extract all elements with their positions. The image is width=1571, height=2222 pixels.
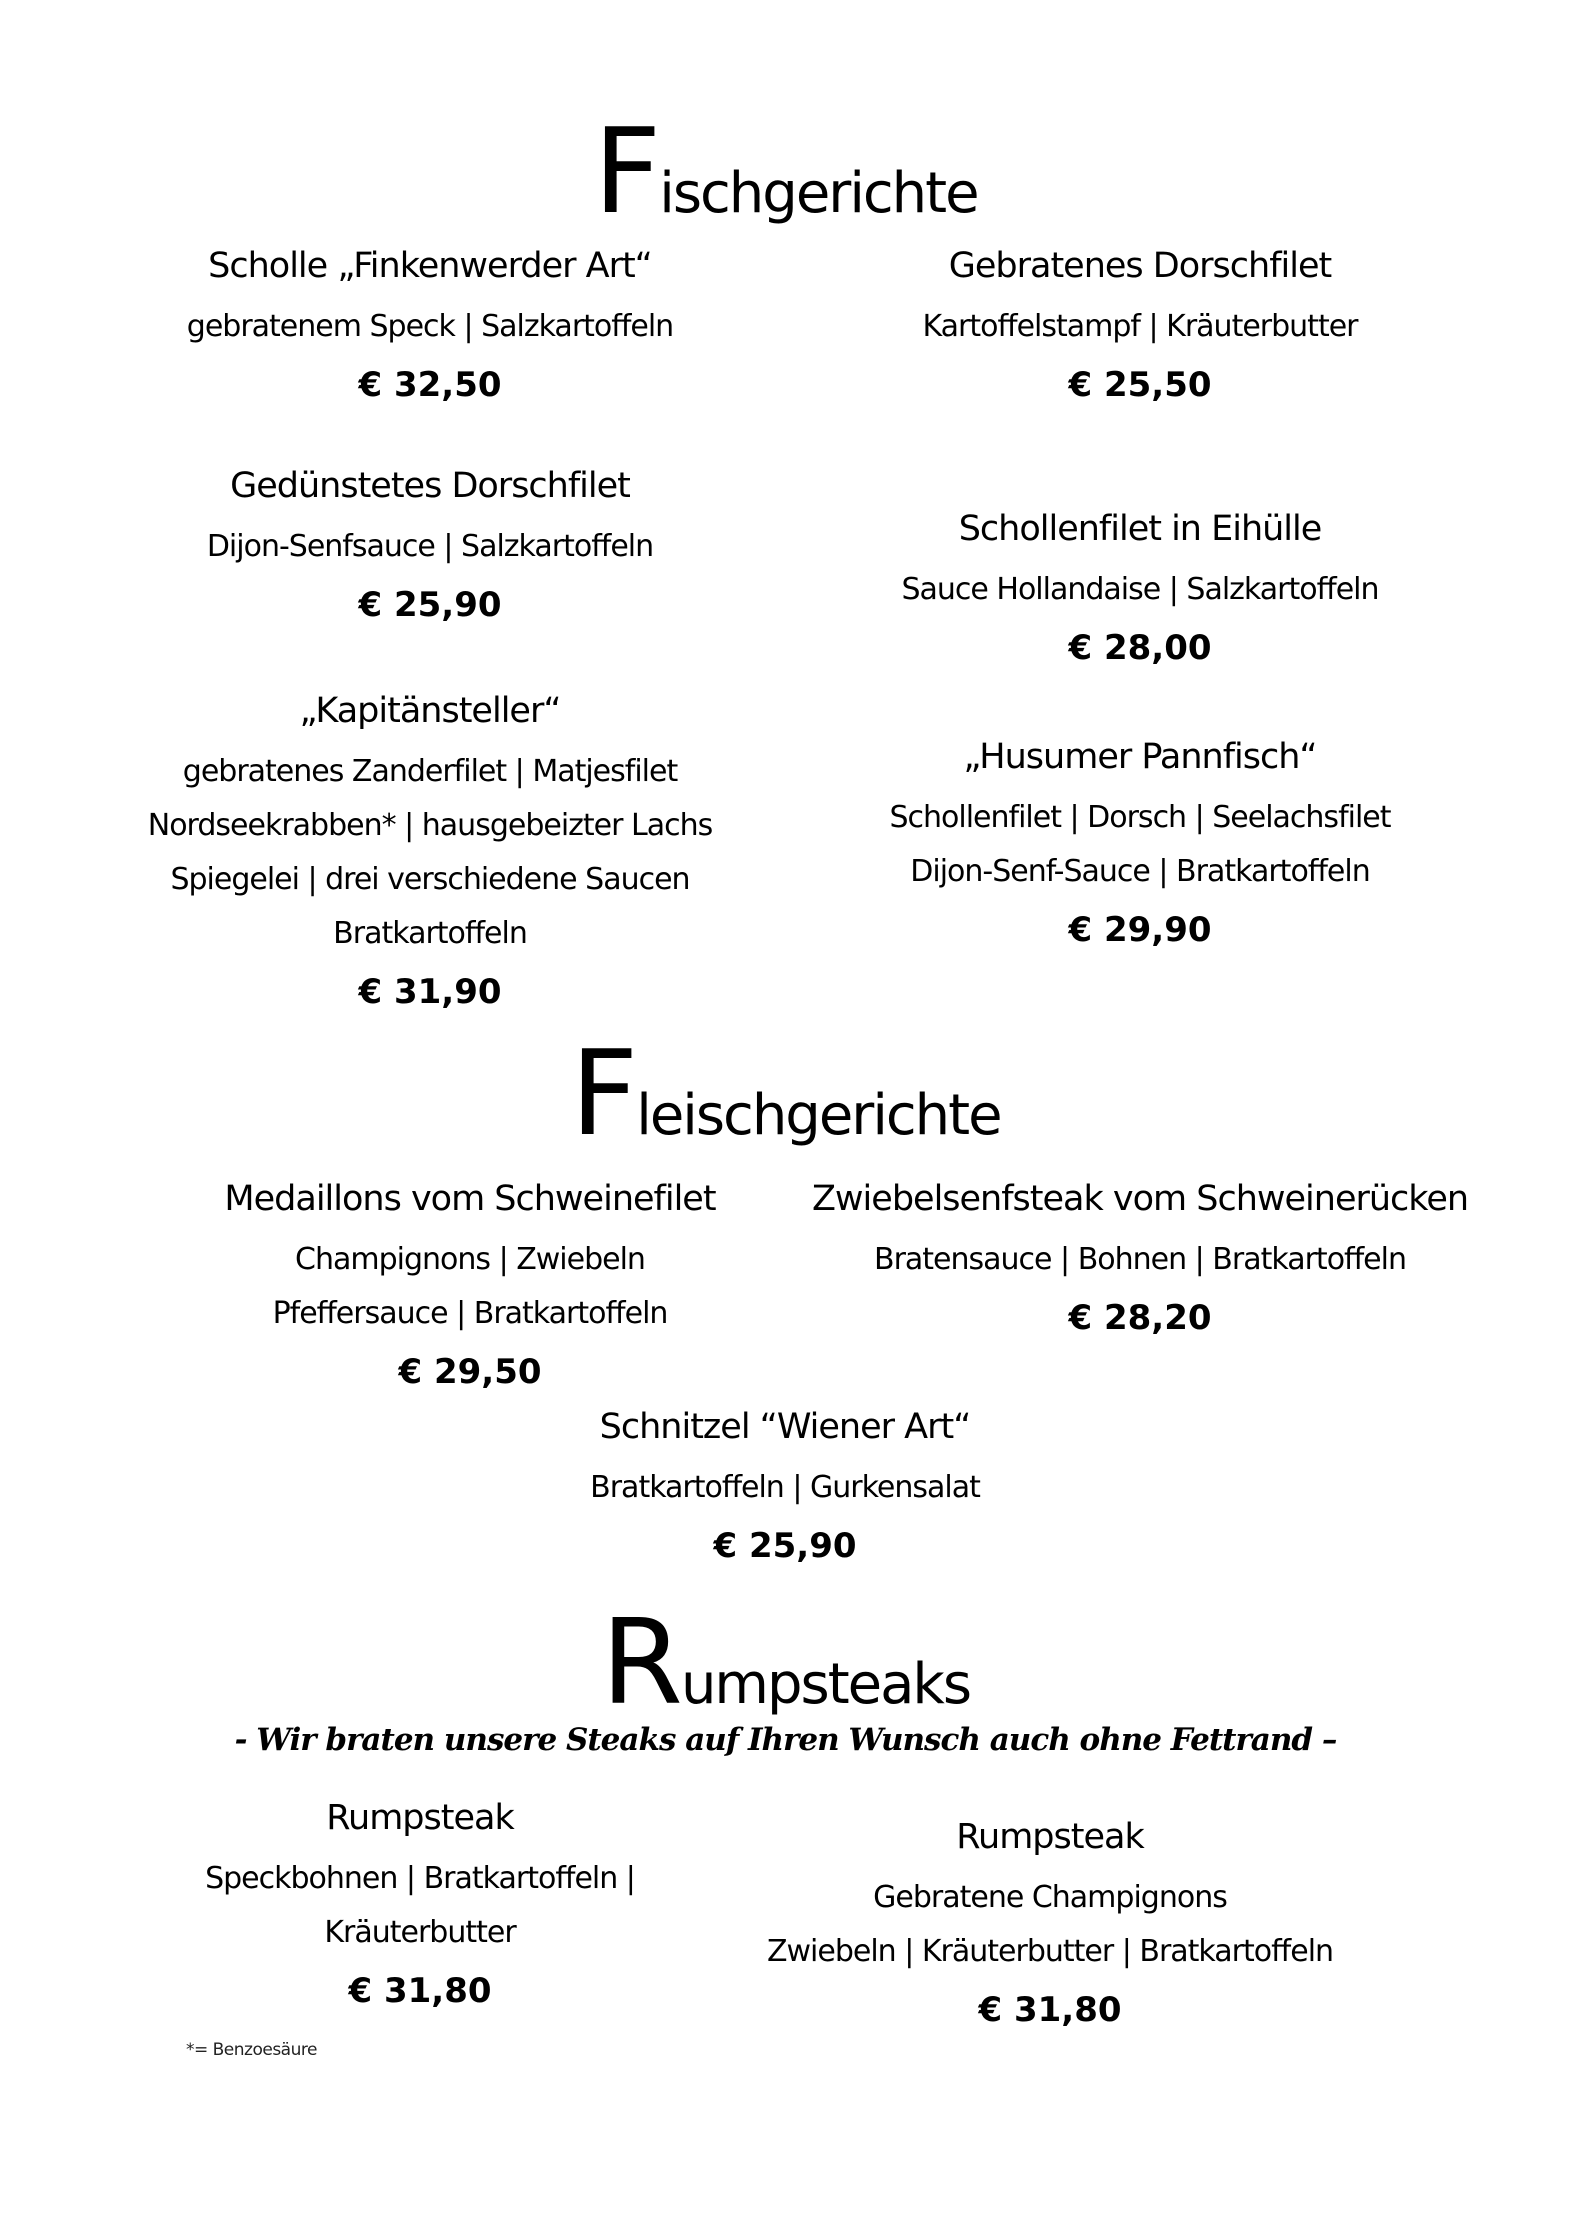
footnote: *= Benzoesäure xyxy=(186,2040,317,2060)
dish-price: € 32,50 xyxy=(358,365,502,405)
dish-price: € 31,90 xyxy=(358,972,502,1012)
dish-name: Schollenfilet in Eihülle xyxy=(958,509,1322,549)
dish-price: € 25,50 xyxy=(1068,365,1212,405)
dish-description: Schollenfilet | Dorsch | Seelachsfilet xyxy=(889,800,1391,835)
dish-price: € 28,20 xyxy=(1068,1298,1212,1338)
dish-price: € 25,90 xyxy=(358,585,502,625)
dish-schnitzel xyxy=(485,1405,1085,1577)
dish-description: Pfeffersauce | Bratkartoffeln xyxy=(272,1296,668,1331)
dish-kapitaensteller xyxy=(130,689,730,1023)
dish-description: gebratenem Speck | Salzkartoffeln xyxy=(186,309,674,344)
dish-husumer-pannfisch xyxy=(840,735,1440,961)
dish-description: Bratkartoffeln | Gurkensalat xyxy=(590,1470,980,1505)
dish-zwiebelsenfsteak xyxy=(810,1177,1470,1349)
dish-description: Kräuterbutter xyxy=(324,1915,516,1950)
dish-medaillons xyxy=(130,1177,810,1403)
steak-note: - Wir braten unsere Steaks auf Ihren Wunsch auch ohne Fettrand – xyxy=(234,1722,1337,1758)
dish-scholle xyxy=(130,244,730,416)
dish-name: Rumpsteak xyxy=(326,1798,514,1838)
dish-schollenfilet-eihuelle xyxy=(840,507,1440,679)
heading-rest: umpsteaks xyxy=(680,1652,971,1717)
dish-rumpsteak-1 xyxy=(120,1796,720,2022)
dish-description: Zwiebeln | Kräuterbutter | Bratkartoffeln xyxy=(766,1934,1334,1969)
heading-initial: R xyxy=(600,1593,681,1731)
heading-rest: leischgerichte xyxy=(636,1083,1001,1148)
dish-price: € 25,90 xyxy=(713,1526,857,1566)
dish-description: Kartoffelstampf | Kräuterbutter xyxy=(922,309,1358,344)
heading-rest: ischgerichte xyxy=(659,161,978,226)
dish-description: Bratensauce | Bohnen | Bratkartoffeln xyxy=(874,1242,1406,1277)
heading-initial: F xyxy=(570,1024,637,1162)
dish-price: € 31,80 xyxy=(348,1971,492,2011)
dish-description: Sauce Hollandaise | Salzkartoffeln xyxy=(901,572,1379,607)
dish-description: Champignons | Zwiebeln xyxy=(295,1242,645,1277)
heading-initial: F xyxy=(593,102,660,240)
dish-description: Spiegelei | drei verschiedene Saucen xyxy=(170,862,690,897)
dish-price: € 31,80 xyxy=(978,1990,1122,2030)
dish-description: Nordseekrabben* | hausgebeizter Lachs xyxy=(147,808,713,843)
dish-rumpsteak-2 xyxy=(730,1815,1370,2041)
dish-name: Scholle „Finkenwerder Art“ xyxy=(208,246,652,286)
dish-price: € 29,90 xyxy=(1068,910,1212,950)
dish-description: Dijon-Senf-Sauce | Bratkartoffeln xyxy=(910,854,1370,889)
dish-price: € 28,00 xyxy=(1068,628,1212,668)
dish-name: Schnitzel “Wiener Art“ xyxy=(599,1407,971,1447)
dish-name: Gedünstetes Dorschfilet xyxy=(230,466,630,506)
dish-price: € 29,50 xyxy=(398,1352,542,1392)
dish-name: Rumpsteak xyxy=(956,1817,1144,1857)
dish-geduenstetes-dorschfilet xyxy=(130,464,730,636)
dish-name: „Kapitänsteller“ xyxy=(299,691,561,731)
dish-description: Speckbohnen | Bratkartoffeln | xyxy=(205,1861,635,1896)
section-heading-fischgerichte xyxy=(0,102,1571,240)
dish-name: Medaillons vom Schweinefilet xyxy=(224,1179,716,1219)
section-heading-fleischgerichte xyxy=(0,1024,1571,1162)
section-heading-rumpsteaks xyxy=(0,1593,1571,1731)
dish-description: Bratkartoffeln xyxy=(333,916,527,951)
dish-name: „Husumer Pannfisch“ xyxy=(963,737,1317,777)
dish-name: Zwiebelsenfsteak vom Schweinerücken xyxy=(811,1179,1469,1219)
dish-description: Gebratene Champignons xyxy=(873,1880,1227,1915)
dish-name: Gebratenes Dorschfilet xyxy=(948,246,1332,286)
dish-description: Dijon-Senfsauce | Salzkartoffeln xyxy=(206,529,654,564)
dish-description: gebratenes Zanderfilet | Matjesfilet xyxy=(182,754,678,789)
dish-gebratenes-dorschfilet xyxy=(840,244,1440,416)
